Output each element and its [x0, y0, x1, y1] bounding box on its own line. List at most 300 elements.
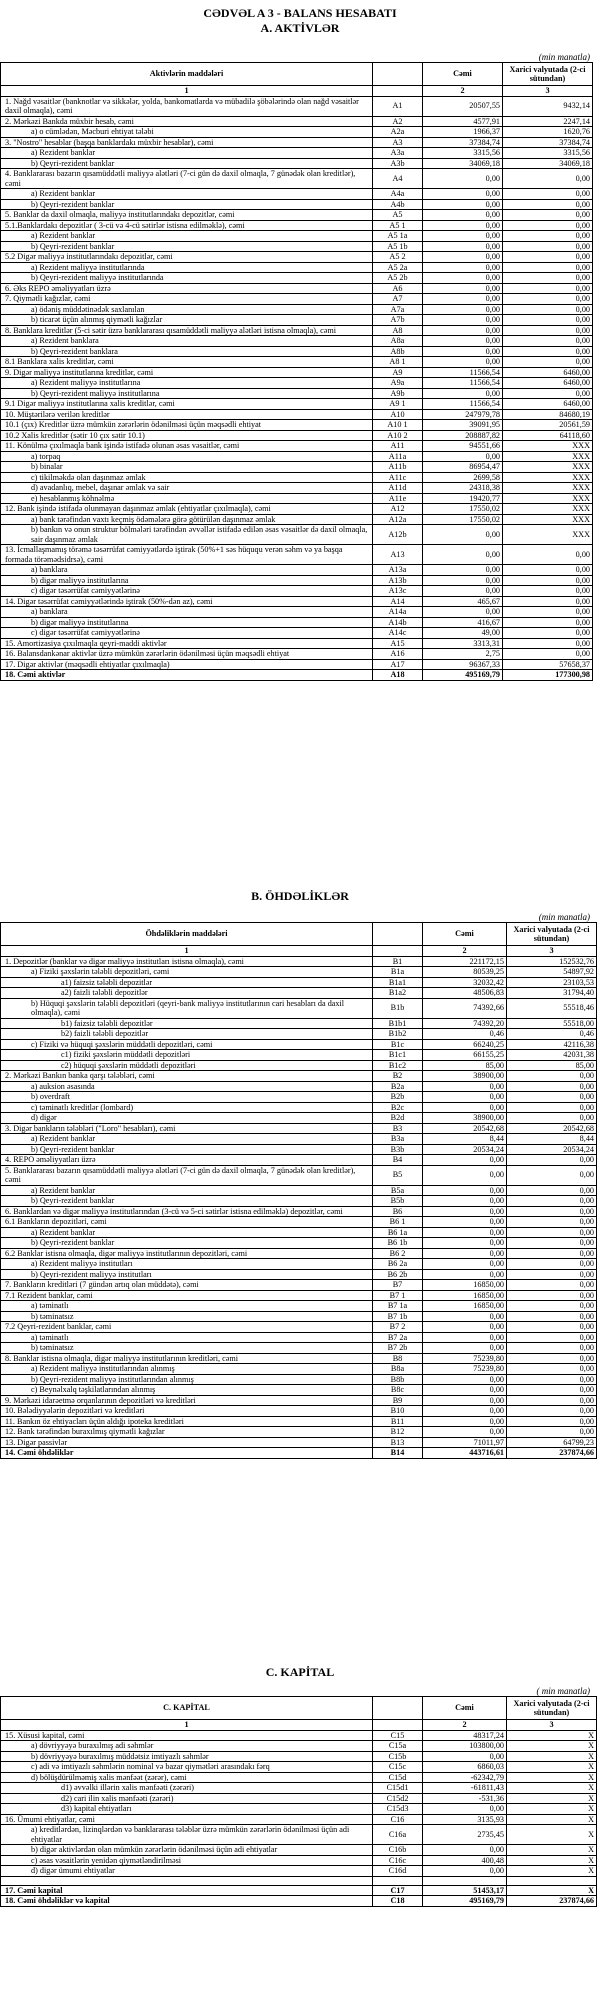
row-label: 11. Könülmə çıxılmaqla bank işində istifadə olunan əsas vəsaitlər, cəmi [1, 441, 373, 452]
row-label: 9. Digər maliyyə institutlarına kreditlər, cəmi [1, 367, 373, 378]
row-fx-value: 0,00 [503, 273, 593, 284]
row-code: A3a [373, 148, 423, 159]
row-label: 7.2 Qeyri-rezident banklar, cəmi [1, 1322, 373, 1333]
row-code: B6 1b [373, 1238, 423, 1249]
table-row [1, 1762, 597, 1773]
table-row [1, 283, 593, 294]
row-code: B2c [373, 1102, 423, 1113]
row-code: B12 [373, 1427, 423, 1438]
row-total-value: 0,00 [423, 1332, 507, 1343]
table-row [1, 1804, 597, 1815]
row-total-value: 0,00 [423, 1248, 507, 1259]
table-row [1, 116, 593, 127]
table-row [1, 1227, 597, 1238]
row-fx-value: 177300,98 [503, 670, 593, 681]
row-label: 13. Digər passivlər [1, 1437, 373, 1448]
liabilities-unit: (min manatla) [538, 912, 590, 922]
row-fx-value: 0,00 [507, 1102, 597, 1113]
table-row [1, 252, 593, 263]
row-label: b) digər maliyyə institutlarına [1, 617, 373, 628]
row-fx-value: 0,00 [507, 1311, 597, 1322]
row-fx-value: 0,00 [503, 294, 593, 305]
table-row [1, 430, 593, 441]
row-label: d) avadanlıq, mebel, daşınar əmlak və sair [1, 483, 373, 494]
table-row [1, 127, 593, 138]
table-row [1, 596, 593, 607]
row-fx-value: 0,00 [507, 1113, 597, 1124]
row-code: A7a [373, 304, 423, 315]
row-fx-value: 37384,74 [503, 137, 593, 148]
row-fx-value: 0,00 [507, 1406, 597, 1417]
row-fx-value: 42116,38 [507, 1039, 597, 1050]
liabilities-section [0, 889, 600, 1459]
row-fx-value: 20534,24 [507, 1144, 597, 1155]
row-total-value: 0,00 [423, 1385, 507, 1396]
row-fx-value: 1620,76 [503, 127, 593, 138]
row-total-value: 0,00 [423, 346, 503, 357]
row-label: b) Qeyri-rezident banklar [1, 241, 373, 252]
row-code: C15d1 [373, 1783, 423, 1794]
column-index-row [1, 86, 593, 97]
row-label: 7.1 Rezident banklar, cəmi [1, 1290, 373, 1301]
row-fx-value: 6460,00 [503, 367, 593, 378]
table-row [1, 586, 593, 597]
table-row [1, 670, 593, 681]
row-label: c) Beynəlxalq təşkilatlarından alınmış [1, 1385, 373, 1396]
row-code: A5 1a [373, 231, 423, 242]
row-code: B6 2 [373, 1248, 423, 1259]
row-fx-value: 0,00 [507, 1155, 597, 1166]
table-row [1, 304, 593, 315]
table-row [1, 1196, 597, 1207]
row-label: b) Qeyri-rezident banklar [1, 1144, 373, 1155]
row-label: 16. Balansdankənar aktivlər üzrə mümkün zərərlərin ödənilməsi üçün məqsədli ehtiyat [1, 649, 373, 660]
table-row [1, 189, 593, 200]
row-code: C18 [373, 1896, 423, 1907]
row-label: c) əsas vəsaitlərin yenidən qiymətləndirilməsi [1, 1855, 373, 1866]
table-row [1, 1071, 597, 1082]
row-label: a) Rezident maliyyə institutlarında [1, 262, 373, 273]
table-row [1, 617, 593, 628]
table-row [1, 1165, 597, 1185]
row-total-value: 0,00 [423, 1206, 507, 1217]
row-code: C15d2 [373, 1793, 423, 1804]
row-label: 12. Bank tərəfindən buraxılmış qiymətli kağızlar [1, 1427, 373, 1438]
row-fx-value: 0,00 [503, 210, 593, 221]
row-fx-value: 0,00 [507, 1280, 597, 1291]
row-total-value: 20507,55 [423, 96, 503, 116]
row-fx-value: 0,00 [507, 1364, 597, 1375]
row-code: B1a1 [373, 977, 423, 988]
row-label: a) kreditlərdən, lizinqlərdən və banklararası tələblər üzrə mümkün zərərlərin ödənilməsi üçün adi ehtiyatlar [1, 1825, 373, 1845]
table-header-row [1, 63, 593, 86]
row-code: B1c1 [373, 1050, 423, 1061]
row-fx-value: 55518,46 [507, 998, 597, 1018]
row-code: B5 [373, 1165, 423, 1185]
row-code: C16d [373, 1866, 423, 1877]
row-code: A9 1 [373, 399, 423, 410]
row-total-value: 0,00 [423, 1269, 507, 1280]
row-code: B5a [373, 1185, 423, 1196]
table-row [1, 210, 593, 221]
row-total-value: 19420,77 [423, 493, 503, 504]
row-total-value: 0,00 [423, 325, 503, 336]
row-fx-value: X [507, 1804, 597, 1815]
row-total-value: 96367,33 [423, 659, 503, 670]
row-code: B14 [373, 1448, 423, 1459]
row-fx-value: 55518,00 [507, 1018, 597, 1029]
row-total-value: 0,00 [423, 1155, 507, 1166]
row-label: 10.2 Xalis kreditlər (sətir 10 çıx sətir 10.1) [1, 430, 373, 441]
row-fx-value: 64799,23 [507, 1437, 597, 1448]
row-fx-value: 0,00 [507, 1301, 597, 1312]
capital-section [0, 1665, 600, 1907]
row-label: 8. Banklar istisna olmaqla, digər maliyyə institutlarının kreditləri, cəmi [1, 1353, 373, 1364]
row-total-value: 0,00 [423, 273, 503, 284]
table-row [1, 1866, 597, 1877]
row-label: c) adi və imtiyazlı səhmlərin nominal və bazar qiymətləri arasındakı fərq [1, 1762, 373, 1773]
row-total-value: 48317,24 [423, 1730, 507, 1741]
row-code: B6 2b [373, 1269, 423, 1280]
column-index: 1 [1, 86, 373, 97]
row-code: B9 [373, 1395, 423, 1406]
table-row [1, 1437, 597, 1448]
row-total-value: 0,00 [423, 315, 503, 326]
row-label: c) tikilməkdə olan daşınmaz əmlak [1, 472, 373, 483]
row-total-value: 0,00 [423, 586, 503, 597]
row-code: A12a [373, 514, 423, 525]
row-total-value: 0,00 [423, 294, 503, 305]
row-label: d) digər ümumi ehtiyatlar [1, 1866, 373, 1877]
row-code: A8 [373, 325, 423, 336]
row-label: a) Rezident banklar [1, 1227, 373, 1238]
table-row [1, 346, 593, 357]
row-code: B8c [373, 1385, 423, 1396]
row-label: b) bankın və onun struktur bölmələri tərəfindən əvvəllər istifadə edilən əsas vəsaitlər də daxil olmaqla, sair daşınmaz əmlak [1, 525, 373, 545]
table-row [1, 1060, 597, 1071]
row-code: A11d [373, 483, 423, 494]
row-total-value: 4577,91 [423, 116, 503, 127]
table-header-row [1, 1697, 597, 1720]
row-label: b) təminatsız [1, 1311, 373, 1322]
row-fx-value: 0,00 [503, 388, 593, 399]
row-total-value: 71011,97 [423, 1437, 507, 1448]
table-row [1, 158, 593, 169]
row-fx-value: 20561,59 [503, 420, 593, 431]
row-label: 1. Depozitlər (banklar və digər maliyyə institutları istisna olmaqla), cəmi [1, 956, 373, 967]
row-fx-value: 0,00 [503, 325, 593, 336]
row-fx-value: 0,00 [503, 586, 593, 597]
row-code: A11a [373, 451, 423, 462]
row-label: 10.1 (çıx) Kreditlər üzrə mümkün zərərlərin ödənilməsi üçün məqsədli ehtiyat [1, 420, 373, 431]
row-code: C16b [373, 1845, 423, 1856]
row-code: A14c [373, 628, 423, 639]
row-label: 1. Nağd vəsaitlər (banknotlar və sikkələr, yolda, bankomatlarda və mübadilə şöbələrində olan nağd vəsaitlər daxil olmaqla), cəmi [1, 96, 373, 116]
row-total-value: 0,00 [423, 304, 503, 315]
row-code: A14a [373, 607, 423, 618]
row-total-value: 0,00 [423, 525, 503, 545]
row-label: b) Qeyri-rezident banklara [1, 346, 373, 357]
row-code: A9b [373, 388, 423, 399]
assets-table [0, 62, 593, 681]
row-label: c) Fiziki və hüquqi şəxslərin müddətli depozitləri, cəmi [1, 1039, 373, 1050]
row-code: B1a [373, 967, 423, 978]
row-total-value: 85,00 [423, 1060, 507, 1071]
row-total-value: 2699,58 [423, 472, 503, 483]
column-index [373, 86, 423, 97]
column-header: Aktivlərin maddələri [1, 63, 373, 86]
document-title: CƏDVƏL A 3 - BALANS HESABATI [203, 6, 397, 20]
row-label [1, 1876, 373, 1885]
row-code: C15 [373, 1730, 423, 1741]
table-row [1, 1050, 597, 1061]
row-label: b) Qeyri-rezident banklar [1, 1238, 373, 1249]
row-total-value: 0,00 [423, 1081, 507, 1092]
row-code: C16a [373, 1825, 423, 1845]
row-code: B1c [373, 1039, 423, 1050]
row-code: A8b [373, 346, 423, 357]
row-label: d1) əvvəlki illərin xalis mənfəəti (zərəri) [1, 1783, 373, 1794]
column-index: 2 [423, 86, 503, 97]
row-fx-value: X [507, 1762, 597, 1773]
row-fx-value: 64118,60 [503, 430, 593, 441]
table-row [1, 220, 593, 231]
row-code: A14 [373, 596, 423, 607]
row-total-value: 24318,38 [423, 483, 503, 494]
row-total-value: 0,00 [423, 231, 503, 242]
row-code: B2 [373, 1071, 423, 1082]
row-total-value: 75239,80 [423, 1353, 507, 1364]
row-label: 5.2 Digər maliyyə institutlarındakı depozitlər, cəmi [1, 252, 373, 263]
row-code: C15a [373, 1741, 423, 1752]
row-code: A10 [373, 409, 423, 420]
row-code: B6 1 [373, 1217, 423, 1228]
row-total-value: 0,46 [423, 1029, 507, 1040]
row-total-value: 0,00 [423, 220, 503, 231]
row-total-value: 8,44 [423, 1134, 507, 1145]
row-label: 5.1.Banklardakı depozitlər ( 3-cü və 4-cü sətirlər istisna edilməklə), cəmi [1, 220, 373, 231]
row-code: A7 [373, 294, 423, 305]
capital-unit: ( min manatla) [536, 1686, 590, 1696]
row-code: B1a2 [373, 988, 423, 999]
row-code: A14b [373, 617, 423, 628]
table-row [1, 137, 593, 148]
row-fx-value: 3315,56 [503, 148, 593, 159]
row-fx-value: 0,00 [503, 649, 593, 660]
row-total-value: 0,00 [423, 1102, 507, 1113]
row-code: A13a [373, 565, 423, 576]
row-label: 8.1 Banklara xalis kreditlər, cəmi [1, 357, 373, 368]
row-total-value: 0,00 [423, 199, 503, 210]
table-row [1, 545, 593, 565]
row-total-value: 0,00 [423, 210, 503, 221]
row-label: a2) faizli tələbli depozitlər [1, 988, 373, 999]
table-row [1, 409, 593, 420]
row-code: C15d [373, 1772, 423, 1783]
row-fx-value: 0,00 [507, 1374, 597, 1385]
row-code: B7 [373, 1280, 423, 1291]
row-label: a) o cümlədən, Məcburi ehtiyat tələbi [1, 127, 373, 138]
row-code: A2 [373, 116, 423, 127]
row-total-value: 0,00 [423, 1406, 507, 1417]
row-total-value: 2,75 [423, 649, 503, 660]
table-row [1, 315, 593, 326]
row-total-value: 2735,45 [423, 1825, 507, 1845]
row-code: C16 [373, 1814, 423, 1825]
table-row [1, 231, 593, 242]
row-total-value: 66240,25 [423, 1039, 507, 1050]
table-row [1, 575, 593, 586]
row-total-value: 0,00 [423, 565, 503, 576]
row-total-value: 221172,15 [423, 956, 507, 967]
row-code: B2d [373, 1113, 423, 1124]
row-total-value: 0,00 [423, 607, 503, 618]
row-label: 3. Digər bankların tələbləri ("Loro" hesabları), cəmi [1, 1123, 373, 1134]
row-fx-value: 2247,14 [503, 116, 593, 127]
row-label: 6. Əks REPO əməliyyatları üzrə [1, 283, 373, 294]
row-fx-value: X [507, 1783, 597, 1794]
row-fx-value: 23103,53 [507, 977, 597, 988]
table-row [1, 199, 593, 210]
row-total-value: 0,00 [423, 1311, 507, 1322]
row-code: B6 2a [373, 1259, 423, 1270]
row-label: a) Rezident banklar [1, 148, 373, 159]
row-code: A13 [373, 545, 423, 565]
row-total-value: 11566,54 [423, 399, 503, 410]
row-label: c) təminatlı kreditlər (lombard) [1, 1102, 373, 1113]
table-row [1, 1280, 597, 1291]
table-row [1, 967, 597, 978]
column-header: Cəmi [423, 1697, 507, 1720]
row-code: B1 [373, 956, 423, 967]
row-label: 6. Banklardan və digər maliyyə institutlarından (3-cü və 5-ci sətirlər istisna edilməklə) depozitlər, cəmi [1, 1206, 373, 1217]
row-label: 9. Mərkəzi idarəetmə orqanlarının depozitləri və kreditləri [1, 1395, 373, 1406]
row-label: 15. Xüsusi kapital, cəmi [1, 1730, 373, 1741]
row-label: d2) cari ilin xalis mənfəəti (zərəri) [1, 1793, 373, 1804]
table-row [1, 378, 593, 389]
liabilities-title: B. ÖHDƏLİKLƏR [251, 889, 349, 903]
row-label: 7. Qiymətli kağızlar, cəmi [1, 294, 373, 305]
row-label: b) digər maliyyə institutlarına [1, 575, 373, 586]
row-label: b) Hüquqi şəxslərin tələbli depozitləri (qeyri-bank maliyyə institutlarının cari hesabları da daxil olmaqla), cəmi [1, 998, 373, 1018]
row-label: 17. Digər aktivlər (məqsədli ehtiyatlar çıxılmaqla) [1, 659, 373, 670]
row-fx-value: XXX [503, 483, 593, 494]
row-total-value: -531,36 [423, 1793, 507, 1804]
row-label: c) digər təsərrüfat cəmiyyətlərinə [1, 628, 373, 639]
table-row [1, 1123, 597, 1134]
row-code: A18 [373, 670, 423, 681]
table-row [1, 1092, 597, 1103]
row-total-value: 3313,31 [423, 638, 503, 649]
row-fx-value: 85,00 [507, 1060, 597, 1071]
row-label: 12. Bank işində istifadə olunmayan daşınmaz əmlak (ehtiyatlar çıxılmaqla), cəmi [1, 504, 373, 515]
table-row [1, 1783, 597, 1794]
row-total-value: 51453,17 [423, 1885, 507, 1896]
table-row [1, 998, 597, 1018]
row-code: A12b [373, 525, 423, 545]
table-row [1, 1385, 597, 1396]
row-label: a) Rezident banklar [1, 1185, 373, 1196]
row-label: c2) hüquqi şəxslərin müddətli depozitləri [1, 1060, 373, 1071]
table-row [1, 1039, 597, 1050]
row-label: a) Rezident maliyyə institutlarına [1, 378, 373, 389]
table-row [1, 1364, 597, 1375]
row-code: B1c2 [373, 1060, 423, 1071]
row-code: B4 [373, 1155, 423, 1166]
table-row [1, 1374, 597, 1385]
row-fx-value: 54897,92 [507, 967, 597, 978]
table-row [1, 1248, 597, 1259]
row-code: A3 [373, 137, 423, 148]
row-total-value: 48506,83 [423, 988, 507, 999]
row-code: B3b [373, 1144, 423, 1155]
row-total-value: 208887,82 [423, 430, 503, 441]
row-label: 6.1 Bankların depozitləri, cəmi [1, 1217, 373, 1228]
row-label: 15. Amortizasiya çıxılmaqla qeyri-maddi aktivlər [1, 638, 373, 649]
table-row [1, 1290, 597, 1301]
row-label: 3. "Nostro" hesablar (başqa banklardakı müxbir hesablar), cəmi [1, 137, 373, 148]
table-row [1, 514, 593, 525]
column-header [373, 923, 423, 946]
table-row [1, 607, 593, 618]
column-header [373, 1697, 423, 1720]
row-fx-value: X [507, 1814, 597, 1825]
row-fx-value: 0,00 [503, 189, 593, 200]
row-fx-value: 0,00 [507, 1353, 597, 1364]
row-label: a) torpaq [1, 451, 373, 462]
row-total-value: 1966,37 [423, 127, 503, 138]
column-index: 2 [423, 946, 507, 957]
table-row [1, 1814, 597, 1825]
row-code: A10 1 [373, 420, 423, 431]
row-code: B1b2 [373, 1029, 423, 1040]
row-total-value: -61811,43 [423, 1783, 507, 1794]
row-code: B8 [373, 1353, 423, 1364]
row-fx-value: 0,00 [503, 628, 593, 639]
row-label: d) bölüşdürülməmiş xalis mənfəət (zərər), cəmi [1, 1772, 373, 1783]
table-row [1, 1134, 597, 1145]
table-row [1, 1081, 597, 1092]
table-row [1, 977, 597, 988]
table-row [1, 462, 593, 473]
row-code: C15c [373, 1762, 423, 1773]
row-code: C17 [373, 1885, 423, 1896]
row-fx-value: 0,00 [507, 1165, 597, 1185]
row-label: 2. Mərkəzi Bankda müxbir hesab, cəmi [1, 116, 373, 127]
row-total-value: 465,67 [423, 596, 503, 607]
row-total-value: 0,00 [423, 1259, 507, 1270]
liabilities-table [0, 922, 597, 1459]
column-index: 3 [503, 86, 593, 97]
row-fx-value: 31794,40 [507, 988, 597, 999]
row-total-value: 0,00 [423, 1395, 507, 1406]
column-header: C. KAPİTAL [1, 1697, 373, 1720]
table-row [1, 441, 593, 452]
row-code [373, 1876, 423, 1885]
row-label: 10. Müştərilərə verilən kreditlər [1, 409, 373, 420]
column-header: Öhdəliklərin maddələri [1, 923, 373, 946]
table-row [1, 1772, 597, 1783]
row-total-value: 0,00 [423, 1227, 507, 1238]
row-label: a) Rezident banklar [1, 1134, 373, 1145]
row-fx-value: 0,00 [503, 638, 593, 649]
row-label: 6.2 Banklar istisna olmaqla, digər maliyyə institutlarının depozitləri, cəmi [1, 1248, 373, 1259]
row-code: B3 [373, 1123, 423, 1134]
row-fx-value: XXX [503, 472, 593, 483]
row-code: B7 2b [373, 1343, 423, 1354]
row-total-value: 0,00 [423, 262, 503, 273]
row-fx-value: 0,00 [507, 1290, 597, 1301]
